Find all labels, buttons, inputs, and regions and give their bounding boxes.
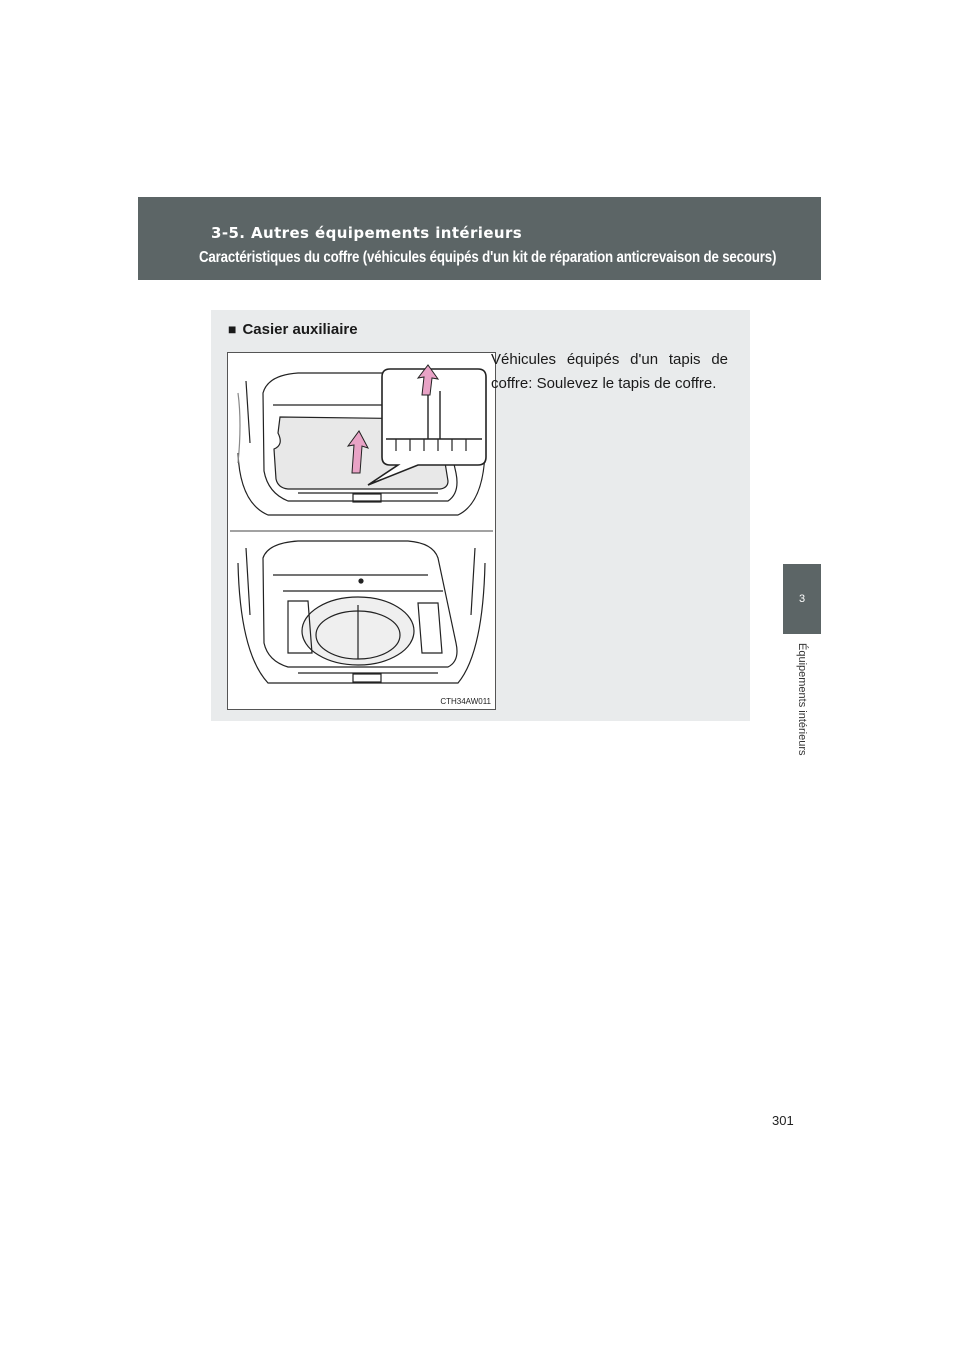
instruction-text: Véhicules équipés d'un tapis de coffre: Soulevez le tapis de coffre. bbox=[491, 351, 728, 392]
page-title: Caractéristiques du coffre (véhicules équipés d'un kit de réparation anticrevaison de secours) bbox=[199, 249, 777, 266]
subheading-text: Casier auxiliaire bbox=[242, 321, 358, 338]
subheading bbox=[228, 321, 358, 338]
square-bullet-icon: ■ bbox=[228, 321, 237, 337]
section-label: 3-5. Autres équipements intérieurs bbox=[211, 224, 523, 242]
figure-code: CTH34AW011 bbox=[440, 697, 491, 706]
chapter-label: Équipements intérieurs bbox=[796, 643, 808, 756]
page-header bbox=[138, 197, 821, 280]
trunk-drawing bbox=[228, 353, 495, 709]
chapter-tab bbox=[783, 564, 821, 634]
page-number: 301 bbox=[772, 1113, 794, 1128]
content-panel bbox=[211, 310, 750, 721]
chapter-number: 3 bbox=[798, 593, 806, 605]
trunk-illustration bbox=[227, 352, 496, 710]
